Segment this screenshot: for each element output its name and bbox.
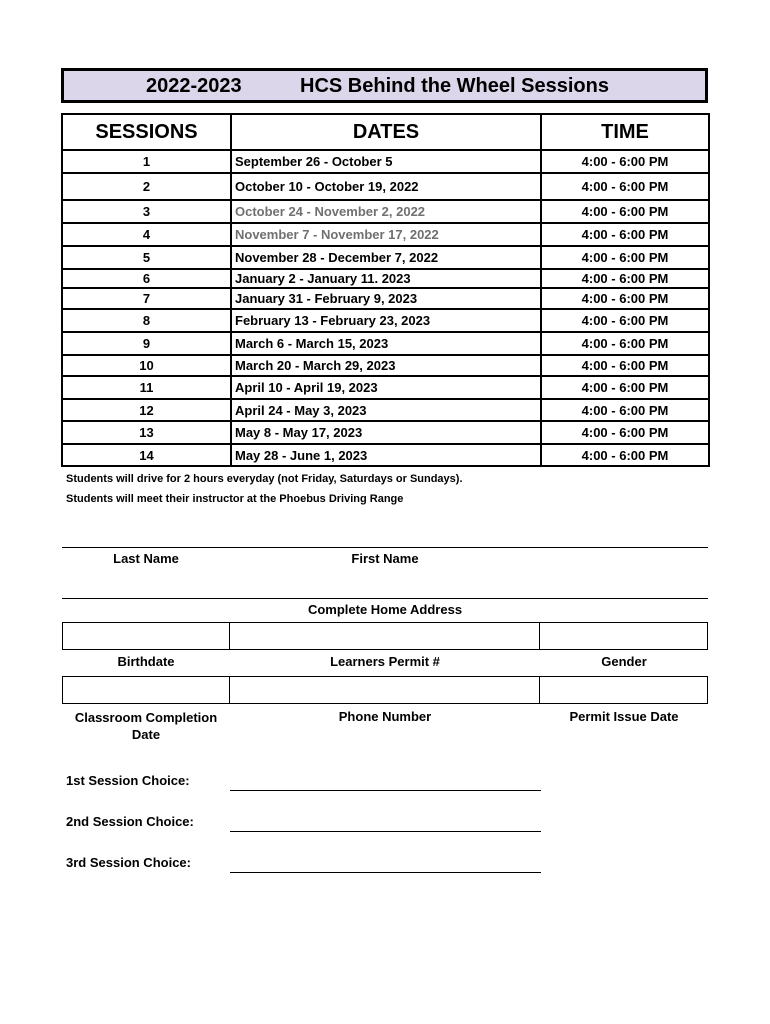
table-row xyxy=(62,399,709,421)
first-name-label: First Name xyxy=(351,551,419,566)
table-row xyxy=(62,421,709,444)
time-cell: 4:00 - 6:00 PM xyxy=(541,269,709,288)
note-drive-hours: Students will drive for 2 hours everyday (not Friday, Saturdays or Sundays). xyxy=(66,473,463,485)
session-cell: 6 xyxy=(62,269,231,288)
time-cell: 4:00 - 6:00 PM xyxy=(541,150,709,173)
time-cell: 4:00 - 6:00 PM xyxy=(541,399,709,421)
dates-cell: February 13 - February 23, 2023 xyxy=(231,309,541,332)
classroom-completion-label: Classroom Completion Date xyxy=(74,710,218,742)
choice-3-line[interactable] xyxy=(230,872,541,873)
table-row xyxy=(62,332,709,355)
choice-2-line[interactable] xyxy=(230,831,541,832)
row-boxes-2 xyxy=(62,676,708,704)
title-year: 2022-2023 xyxy=(146,75,242,97)
gender-label: Gender xyxy=(601,654,647,669)
table-row xyxy=(62,355,709,376)
choice-1-label: 1st Session Choice: xyxy=(66,773,190,788)
time-cell: 4:00 - 6:00 PM xyxy=(541,444,709,466)
session-cell: 5 xyxy=(62,246,231,269)
time-cell: 4:00 - 6:00 PM xyxy=(541,288,709,309)
session-cell: 1 xyxy=(62,150,231,173)
dates-cell: April 24 - May 3, 2023 xyxy=(231,399,541,421)
dates-cell: April 10 - April 19, 2023 xyxy=(231,376,541,399)
table-row xyxy=(62,444,709,466)
note-meeting-place: Students will meet their instructor at the Phoebus Driving Range xyxy=(66,493,404,505)
session-cell: 12 xyxy=(62,399,231,421)
title-bar xyxy=(61,68,708,103)
dates-cell: October 24 - November 2, 2022 xyxy=(231,200,541,223)
choice-2-label: 2nd Session Choice: xyxy=(66,814,194,829)
phone-box[interactable] xyxy=(230,677,539,703)
table-row xyxy=(62,200,709,223)
dates-cell: March 6 - March 15, 2023 xyxy=(231,332,541,355)
page-title: HCS Behind the Wheel Sessions xyxy=(300,75,609,97)
session-cell: 2 xyxy=(62,173,231,200)
time-cell: 4:00 - 6:00 PM xyxy=(541,223,709,246)
time-cell: 4:00 - 6:00 PM xyxy=(541,200,709,223)
table-row xyxy=(62,223,709,246)
permit-issue-label: Permit Issue Date xyxy=(569,709,679,724)
session-cell: 8 xyxy=(62,309,231,332)
table-row xyxy=(62,150,709,173)
column-header-sessions: SESSIONS xyxy=(62,114,231,150)
dates-cell: September 26 - October 5 xyxy=(231,150,541,173)
table-header-row xyxy=(62,114,709,150)
permit-number-box[interactable] xyxy=(230,623,539,649)
time-cell: 4:00 - 6:00 PM xyxy=(541,332,709,355)
dates-cell: May 28 - June 1, 2023 xyxy=(231,444,541,466)
dates-cell: November 7 - November 17, 2022 xyxy=(231,223,541,246)
table-row xyxy=(62,376,709,399)
last-name-label: Last Name xyxy=(113,551,179,566)
dates-cell: October 10 - October 19, 2022 xyxy=(231,173,541,200)
dates-cell: January 31 - February 9, 2023 xyxy=(231,288,541,309)
column-header-dates: DATES xyxy=(231,114,541,150)
table-row xyxy=(62,309,709,332)
classroom-completion-box[interactable] xyxy=(63,677,230,703)
birthdate-label: Birthdate xyxy=(117,654,175,669)
session-cell: 9 xyxy=(62,332,231,355)
time-cell: 4:00 - 6:00 PM xyxy=(541,355,709,376)
table-row xyxy=(62,288,709,309)
session-cell: 10 xyxy=(62,355,231,376)
sessions-table xyxy=(61,113,710,467)
choice-3-label: 3rd Session Choice: xyxy=(66,855,191,870)
session-cell: 7 xyxy=(62,288,231,309)
column-header-time: TIME xyxy=(541,114,709,150)
session-cell: 11 xyxy=(62,376,231,399)
permit-number-label: Learners Permit # xyxy=(330,654,440,669)
row-boxes-1 xyxy=(62,622,708,650)
birthdate-box[interactable] xyxy=(63,623,230,649)
dates-cell: March 20 - March 29, 2023 xyxy=(231,355,541,376)
address-label: Complete Home Address xyxy=(307,602,463,617)
table-row xyxy=(62,246,709,269)
time-cell: 4:00 - 6:00 PM xyxy=(541,246,709,269)
permit-issue-box[interactable] xyxy=(540,677,707,703)
time-cell: 4:00 - 6:00 PM xyxy=(541,421,709,444)
gender-box[interactable] xyxy=(540,623,707,649)
table-row xyxy=(62,173,709,200)
choice-1-line[interactable] xyxy=(230,790,541,791)
session-cell: 3 xyxy=(62,200,231,223)
session-cell: 4 xyxy=(62,223,231,246)
dates-cell: January 2 - January 11. 2023 xyxy=(231,269,541,288)
dates-cell: November 28 - December 7, 2022 xyxy=(231,246,541,269)
address-line xyxy=(62,598,708,599)
session-cell: 13 xyxy=(62,421,231,444)
phone-label: Phone Number xyxy=(338,709,432,724)
time-cell: 4:00 - 6:00 PM xyxy=(541,309,709,332)
table-row xyxy=(62,269,709,288)
time-cell: 4:00 - 6:00 PM xyxy=(541,376,709,399)
session-cell: 14 xyxy=(62,444,231,466)
time-cell: 4:00 - 6:00 PM xyxy=(541,173,709,200)
name-line xyxy=(62,547,708,548)
dates-cell: May 8 - May 17, 2023 xyxy=(231,421,541,444)
